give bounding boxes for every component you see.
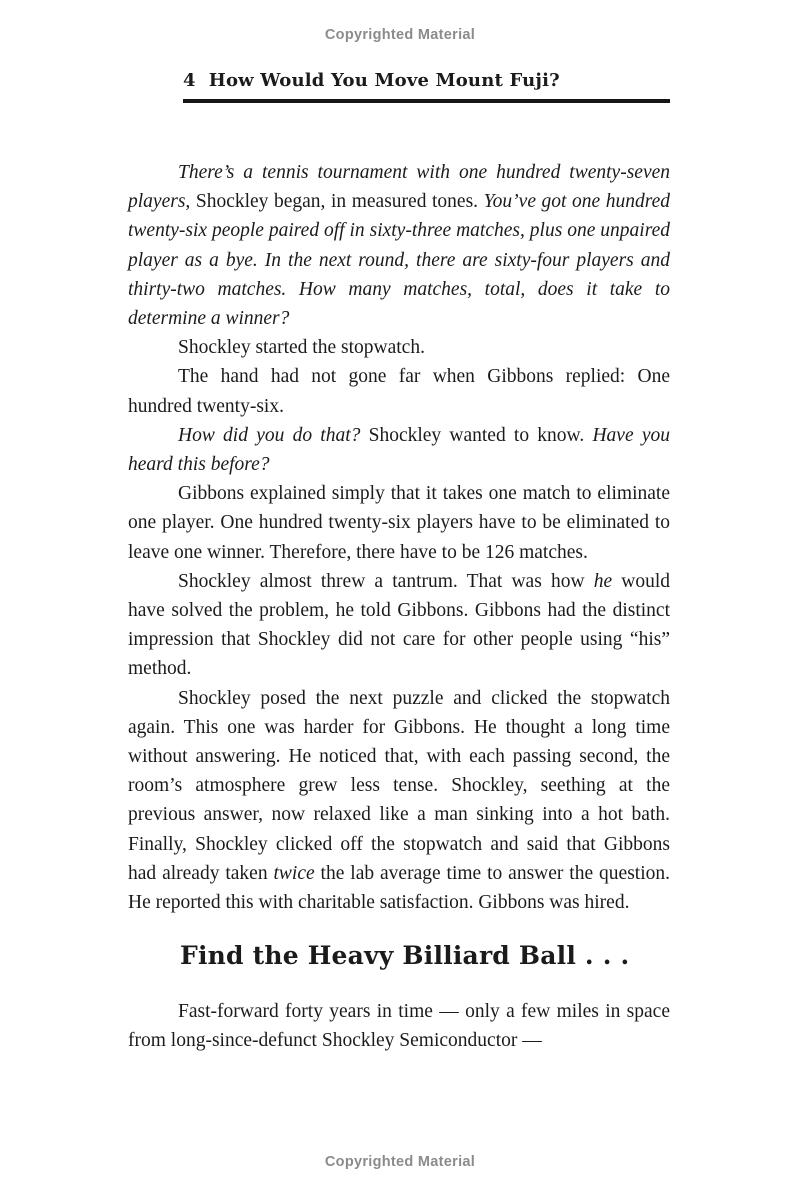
body-text	[128, 158, 670, 1056]
text-run: The hand had not gone far when Gibbons replied: One hundred twenty-six.	[128, 366, 670, 417]
italic-text-run: Have you heard this before?	[128, 424, 670, 476]
header-rule	[183, 99, 670, 103]
section-heading: Find the Heavy Billiard Ball . . .	[180, 941, 630, 971]
page-number: 4	[183, 70, 196, 91]
italic-text-run: twice	[273, 862, 315, 884]
copyright-watermark-bottom: Copyrighted Material	[324, 1154, 476, 1170]
paragraph	[128, 997, 670, 1055]
paragraph	[128, 479, 670, 567]
text-run: Gibbons explained simply that it takes one match to eliminate one player. One hundred twenty-six players have to be eliminated to leave one winner. Therefore, there have to be 126 matches.	[128, 483, 670, 563]
text-run: Shockley began, in measured tones.	[195, 191, 484, 213]
text-run: Fast-forward forty years in time — only a few miles in space from long-since-defunct Shockley Semiconductor —	[128, 1001, 670, 1052]
text-run: Shockley started the stopwatch.	[178, 337, 425, 359]
paragraph	[128, 362, 670, 420]
running-header	[183, 70, 560, 91]
italic-text-run: How did you do that?	[178, 424, 369, 446]
text-run: Shockley almost threw a tantrum. That was how	[178, 570, 594, 592]
italic-text-run: You’ve got one hundred twenty-six people paired off in sixty-three matches, plus one unpaired player as a bye. In the next round, there are sixty-four players and thirty-two matches. How many matches, total, does it take to determine a winner?	[128, 191, 671, 330]
paragraph	[128, 684, 670, 918]
paragraph	[128, 567, 670, 684]
text-run: the lab average time to answer the question. He reported this with charitable satisfaction. Gibbons was hired.	[128, 862, 670, 914]
italic-text-run: he	[593, 570, 613, 592]
paragraph	[128, 158, 670, 333]
text-run: would have solved the problem, he told Gibbons. Gibbons had the distinct impression that Shockley did not care for other people using “his” method.	[128, 570, 670, 680]
copyright-watermark-top: Copyrighted Material	[324, 27, 476, 43]
italic-text-run: There’s a tennis tournament with one hundred twenty-seven players,	[128, 162, 670, 213]
paragraph	[128, 421, 670, 479]
text-run: Shockley posed the next puzzle and clicked the stopwatch again. This one was harder for Gibbons. He thought a long time without answering. He noticed that, with each passing second, the room’s atmosphere grew less tense. Shockley, seething at the previous answer, now relaxed like a man sinking into a hot bath. Finally, Shockley clicked off the stopwatch and said that Gibbons had already taken	[128, 687, 670, 884]
book-title: How Would You Move Mount Fuji?	[208, 70, 560, 91]
paragraph	[128, 333, 670, 362]
text-run: Shockley wanted to know.	[368, 424, 593, 446]
